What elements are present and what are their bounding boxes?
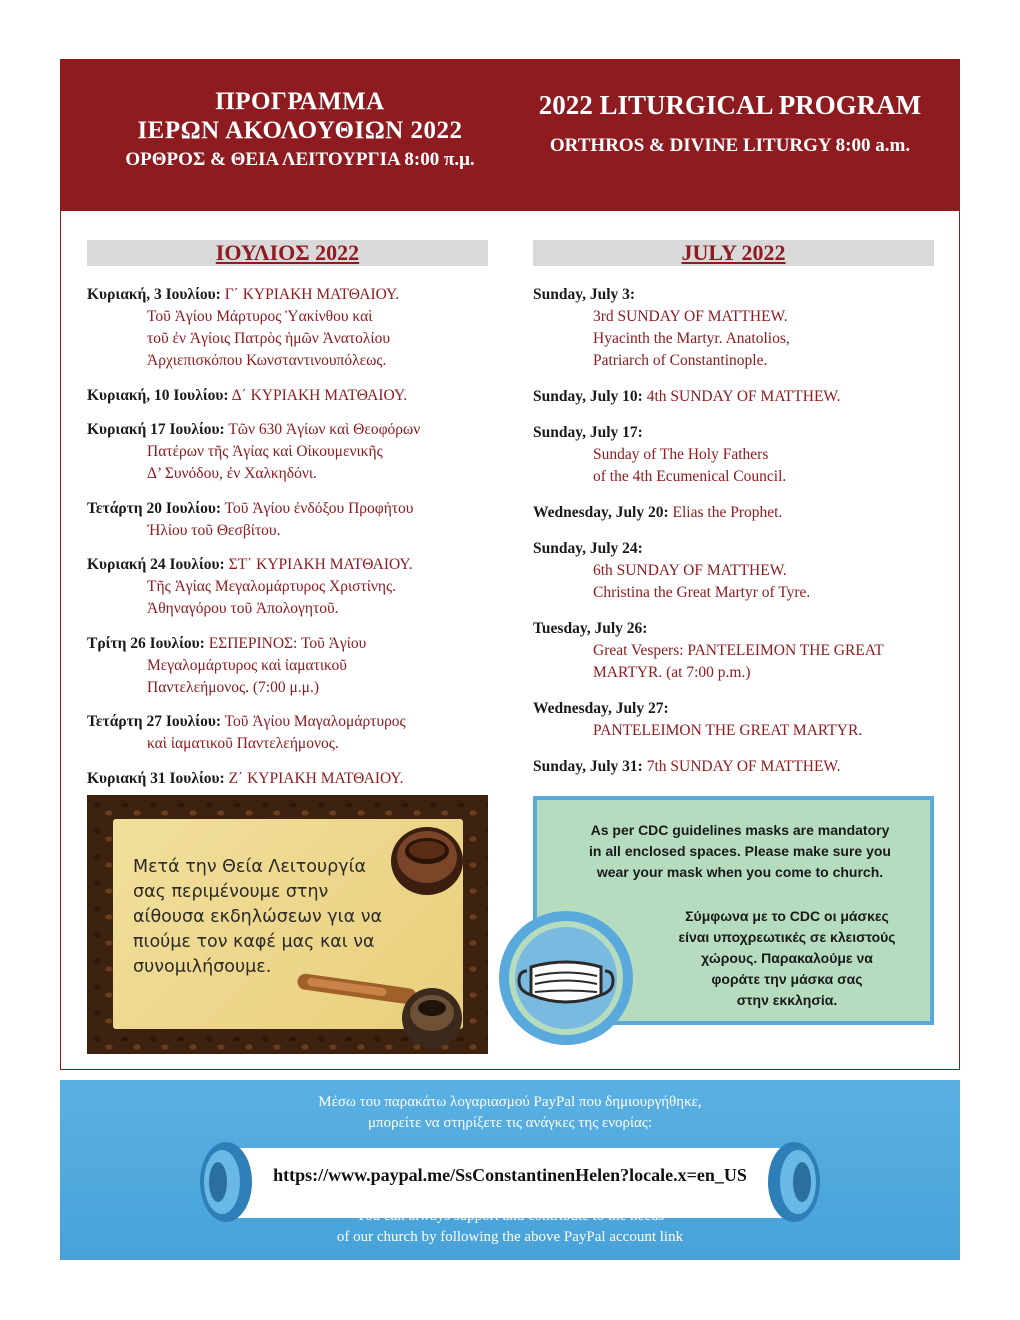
entry-first-line [533, 502, 943, 524]
entry-detail-line: καὶ ἰαματικοῦ Παντελεήμονος. [147, 735, 339, 752]
coffee-line: Μετά την Θεία Λειτουργία [133, 857, 367, 877]
entry-first-line [533, 284, 943, 306]
entry-detail-line: Τοῦ Ἁγίου Μάρτυρος Ὑακίνθου καὶ [147, 308, 373, 325]
entry-first-line [87, 633, 497, 655]
schedule-entry [533, 618, 943, 684]
entry-date: Κυριακή, 10 Ιουλίου: [87, 386, 229, 404]
entry-title: ΣΤ΄ ΚΥΡΙΑΚΗ ΜΑΤΘΑΙΟΥ. [228, 556, 413, 573]
entry-detail-line: MARTYR. (at 7:00 p.m.) [593, 664, 751, 681]
paypal-link[interactable]: https://www.paypal.me/SsConstantinenHelen?locale.x=en_US [273, 1165, 747, 1185]
schedule-entry [533, 284, 943, 372]
entry-detail-line: Great Vespers: PANTELEIMON THE GREAT [593, 642, 884, 659]
entry-title: Elias the Prophet. [672, 504, 783, 521]
entry-detail-line: Sunday of The Holy Fathers [593, 446, 769, 463]
entry-date: Τετάρτη 20 Ιουλίου: [87, 499, 222, 517]
entry-detail-line: Δ’ Συνόδου, ἐν Χαλκηδόνι. [147, 465, 317, 482]
entry-date: Sunday, July 31: [533, 758, 643, 775]
entry-detail-line: Hyacinth the Martyr. Anatolios, [593, 330, 790, 347]
schedule-entry [87, 284, 497, 372]
donate-english-line: You can always support and contribute to the needs [355, 1208, 665, 1224]
entry-first-line [87, 385, 497, 407]
coffee-hour-text [133, 855, 433, 980]
header-english-title: 2022 LITURGICAL PROGRAM [538, 90, 922, 120]
header-greek [90, 87, 510, 173]
entry-detail-line: Παντελεήμονος. (7:00 μ.μ.) [147, 678, 320, 696]
header-english [520, 87, 940, 159]
schedule-entry [87, 419, 497, 485]
entry-detail-line: of the 4th Ecumenical Council. [593, 468, 787, 485]
entry-first-line [87, 711, 497, 733]
entry-title: Τῶν 630 Ἁγίων καὶ Θεοφόρων [228, 421, 421, 438]
entry-first-line [533, 618, 943, 640]
schedule-entry [87, 768, 497, 790]
schedule-entry [87, 633, 497, 699]
entry-first-line [87, 419, 497, 441]
entry-date: Τετάρτη 27 Ιουλίου: [87, 713, 222, 730]
schedule-entry [533, 502, 943, 524]
mask-greek-line: χώρους. Παρακαλούμε να [701, 950, 873, 966]
entry-date: Κυριακή 31 Ιουλίου: [87, 769, 225, 787]
entry-date: Sunday, July 10: [533, 388, 643, 405]
entry-date: Wednesday, July 27: [533, 700, 669, 717]
entry-detail-line: Patriarch of Constantinople. [593, 352, 768, 369]
entry-detail-line: Christina the Great Martyr of Tyre. [593, 584, 811, 601]
donate-greek-text [60, 1092, 960, 1134]
entry-date: Κυριακή, 3 Ιουλίου: [87, 286, 221, 303]
schedule-entry [533, 538, 943, 604]
donate-english-text [60, 1206, 960, 1248]
mask-english-line: in all enclosed spaces. Please make sure you [589, 843, 891, 859]
entry-detail-line: PANTELEIMON THE GREAT MARTYR. [593, 722, 863, 739]
schedule-entry [533, 386, 943, 408]
schedule-entry [87, 711, 497, 755]
entry-detail-line: Ἀθηναγόρου τοῦ Ἀπολογητοῦ. [147, 600, 339, 617]
entry-first-line [87, 284, 497, 306]
coffee-line: σας περιμένουμε στην [133, 882, 329, 902]
mask-greek-line: είναι υποχρεωτικές σε κλειστούς [678, 929, 896, 945]
mask-notice-greek [647, 906, 927, 1011]
schedule-entry [87, 498, 497, 542]
entry-date: Sunday, July 24: [533, 540, 643, 557]
entry-first-line [533, 698, 943, 720]
donate-greek-line: Μέσω του παρακάτω λογαριασμού PayPal που δημιουργήθηκε, [318, 1094, 702, 1110]
mask-notice-english [561, 820, 919, 883]
schedule-entry [533, 698, 943, 742]
schedule-entry [533, 756, 943, 778]
entry-detail-line: Τῆς Ἁγίας Μεγαλομάρτυρος Χριστίνης. [147, 578, 397, 595]
entry-detail-line: Ἠλίου τοῦ Θεσβίτου. [147, 521, 281, 539]
entry-detail-line: Πατέρων τῆς Ἁγίας καὶ Οἰκουμενικῆς [147, 443, 383, 460]
entry-title: 7th SUNDAY OF MATTHEW. [646, 758, 841, 775]
entry-title: 4th SUNDAY OF MATTHEW. [646, 388, 841, 405]
coffee-line: αίθουσα εκδηλώσεων για να [133, 907, 382, 927]
entry-date: Sunday, July 3: [533, 286, 636, 303]
header-greek-subtitle: ΙΕΡΩΝ ΑΚΟΛΟΥΘΙΩΝ 2022 [137, 117, 463, 144]
entry-first-line [533, 386, 943, 408]
entry-title: Τοῦ Ἁγίου ἐνδόξου Προφήτου [224, 499, 414, 517]
entry-date: Τρίτη 26 Ιουλίου: [87, 634, 205, 652]
coffee-line: συνομιλήσουμε. [133, 957, 272, 977]
mask-greek-line: φοράτε την μάσκα σας [711, 971, 863, 987]
entry-first-line [87, 768, 497, 790]
donate-greek-line: μπορείτε να στηρίξετε τις ανάγκες της ενορίας: [367, 1115, 652, 1131]
entry-first-line [533, 756, 943, 778]
mask-english-line: wear your mask when you come to church. [596, 864, 884, 880]
schedule-entry [533, 422, 943, 488]
entry-detail-line: 6th SUNDAY OF MATTHEW. [593, 562, 787, 579]
entry-first-line [533, 538, 943, 560]
entry-title: Γ΄ ΚΥΡΙΑΚΗ ΜΑΤΘΑΙΟΥ. [224, 286, 400, 303]
coffee-line: πιούμε τον καφέ μας και να [133, 932, 375, 952]
header-greek-service-time: ΟΡΘΡΟΣ & ΘΕΙΑ ΛΕΙΤΟΥΡΓΙΑ 8:00 π.μ. [125, 149, 475, 170]
entry-date: Wednesday, July 20: [533, 504, 669, 521]
donation-banner [60, 1080, 960, 1260]
coffee-hour-card [87, 795, 488, 1054]
mask-greek-line: Σύμφωνα με το CDC οι μάσκες [685, 908, 889, 924]
english-schedule [533, 284, 943, 778]
mask-greek-line: στην εκκλησία. [736, 992, 838, 1008]
schedule-entry [87, 554, 497, 620]
face-mask-icon [497, 909, 635, 1047]
header-greek-title: ΠΡΟΓΡΑΜΜΑ [215, 88, 385, 115]
entry-date: Tuesday, July 26: [533, 620, 648, 637]
greek-month-heading: ΙΟΥΛΙΟΣ 2022 [87, 240, 488, 266]
entry-detail-line: Ἀρχιεπισκόπου Κωνσταντινουπόλεως. [147, 352, 387, 369]
entry-title: Δ΄ ΚΥΡΙΑΚΗ ΜΑΤΘΑΙΟΥ. [231, 386, 408, 404]
schedule-entry [87, 385, 497, 407]
entry-date: Κυριακή 17 Ιουλίου: [87, 421, 225, 438]
entry-detail-line: 3rd SUNDAY OF MATTHEW. [593, 308, 788, 325]
entry-detail-line: Μεγαλομάρτυρος καὶ ἰαματικοῦ [147, 656, 347, 674]
entry-title: ΕΣΠΕΡΙΝΟΣ: Τοῦ Ἁγίου [208, 634, 367, 652]
entry-title: Τοῦ Ἁγίου Μαγαλομάρτυρος [224, 713, 406, 730]
entry-date: Κυριακή 24 Ιουλίου: [87, 556, 225, 573]
greek-schedule [87, 284, 497, 790]
entry-date: Sunday, July 17: [533, 424, 643, 441]
mask-english-line: As per CDC guidelines masks are mandatory [590, 822, 890, 838]
header-english-service-time: ORTHROS & DIVINE LITURGY 8:00 a.m. [549, 135, 911, 156]
entry-first-line [87, 498, 497, 520]
entry-first-line [533, 422, 943, 444]
donate-english-line: of our church by following the above PayPal account link [336, 1229, 684, 1245]
english-month-heading: JULY 2022 [533, 240, 934, 266]
entry-first-line [87, 554, 497, 576]
entry-title: Ζ΄ ΚΥΡΙΑΚΗ ΜΑΤΘΑΙΟΥ. [228, 769, 404, 787]
header-banner [60, 59, 960, 211]
entry-detail-line: τοῦ ἐν Ἁγίοις Πατρὸς ἡμῶν Ἀνατολίου [147, 330, 391, 347]
